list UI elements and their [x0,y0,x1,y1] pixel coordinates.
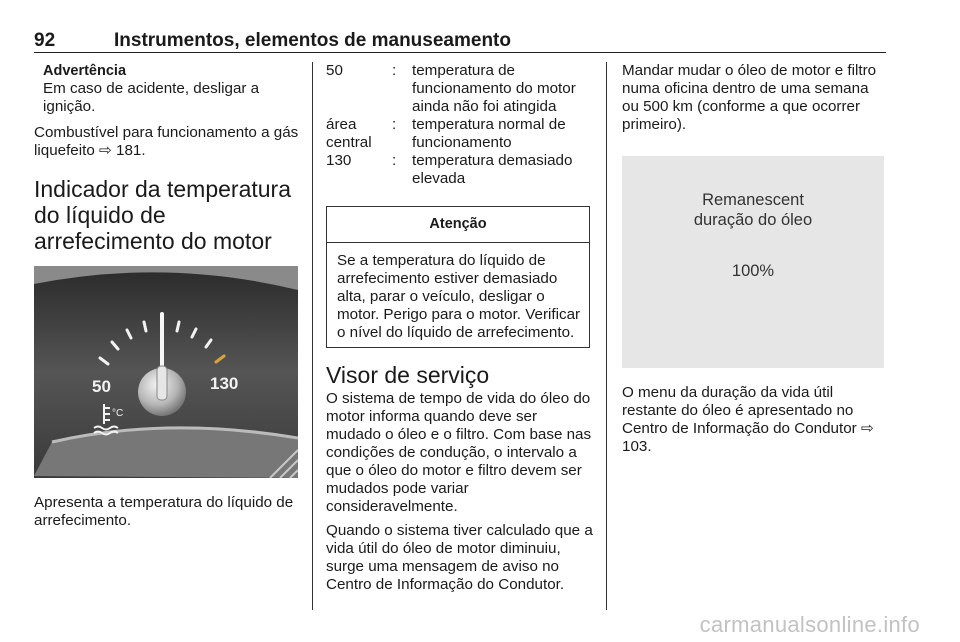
definition-desc: temperatura de funcionamento do motor ainda não foi atingida [412,62,576,115]
gauge-label-high: 130 [210,374,239,393]
page-header-title: Instrumentos, elementos de manuseamento [114,30,511,51]
display-caption-ref[interactable]: 103. [622,438,652,455]
section-title-coolant: Indicador da temperatura do líquido de arrefecimento do motor [34,176,291,254]
lpg-ref[interactable]: 181. [116,142,146,159]
definition-list [326,62,594,188]
definition-row [326,62,594,116]
gauge-caption: Apresenta a temperatura do líquido de arrefecimento. [34,494,294,529]
page-ref-arrow-icon: ⇨ [99,142,112,159]
section-title-service: Visor de serviço [326,362,490,388]
display-line-2: duração do óleo [693,211,813,229]
column-3 [622,62,888,456]
warning-title: Advertência [43,63,127,79]
display-line-1: Remanescent [702,191,804,209]
column-2 [326,62,594,594]
gauge-unit: °C [112,408,124,419]
attention-box [326,206,590,348]
gauge-label-low: 50 [92,377,111,396]
definition-term: área central [326,116,372,151]
definition-row [326,152,594,188]
definition-desc: temperatura demasiado elevada [412,152,573,187]
service-paragraph-2: Quando o sistema tiver calculado que a vida útil do óleo de motor diminuiu, surge uma mensagem de aviso no Centro de Informação do Condutor. [326,522,593,593]
definition-desc: temperatura normal de funcionamento [412,116,566,151]
page-number: 92 [34,30,56,51]
definition-colon: : [392,152,397,169]
service-paragraph-1: O sistema de tempo de vida do óleo do motor informa quando deve ser mudado o óleo e o filtro. Com base nas condições de condução, o intervalo a que o óleo do motor e filtro devem ser mudados pode variar consideravelmente. [326,390,592,515]
oil-change-paragraph: Mandar mudar o óleo de motor e filtro numa oficina dentro de uma semana ou 500 km (conforme a que ocorrer primeiro). [622,62,877,133]
page-ref-arrow-icon: ⇨ [860,420,874,437]
attention-text: Se a temperatura do líquido de arrefecimento estiver demasiado alta, parar o veículo, desligar o motor. Perigo para o motor. Verificar o nível do líquido de arrefecimento. [337,252,581,341]
definition-term: 130 [326,152,352,169]
lpg-paragraph [34,124,300,160]
watermark: carmanualsonline.info [699,612,920,637]
definition-term: 50 [326,62,343,79]
coolant-gauge-photo [34,266,298,478]
display-caption: O menu da duração da vida útil restante do óleo é apresentado no Centro de Informação do Condutor [622,384,857,437]
column-1 [34,62,300,530]
definition-colon: : [392,116,397,133]
column-divider-2 [606,62,607,610]
column-divider-1 [312,62,313,610]
oil-life-display [622,156,884,368]
lpg-text: Combustível para funcionamento a gás liquefeito [34,124,299,159]
definition-row [326,116,594,152]
definition-colon: : [392,62,397,79]
warning-block [34,62,300,116]
attention-title: Atenção [327,207,589,243]
header-rule [34,52,886,53]
warning-text: Em caso de acidente, desligar a ignição. [43,80,260,115]
display-percent: 100% [731,262,775,280]
display-caption-paragraph [622,384,888,456]
